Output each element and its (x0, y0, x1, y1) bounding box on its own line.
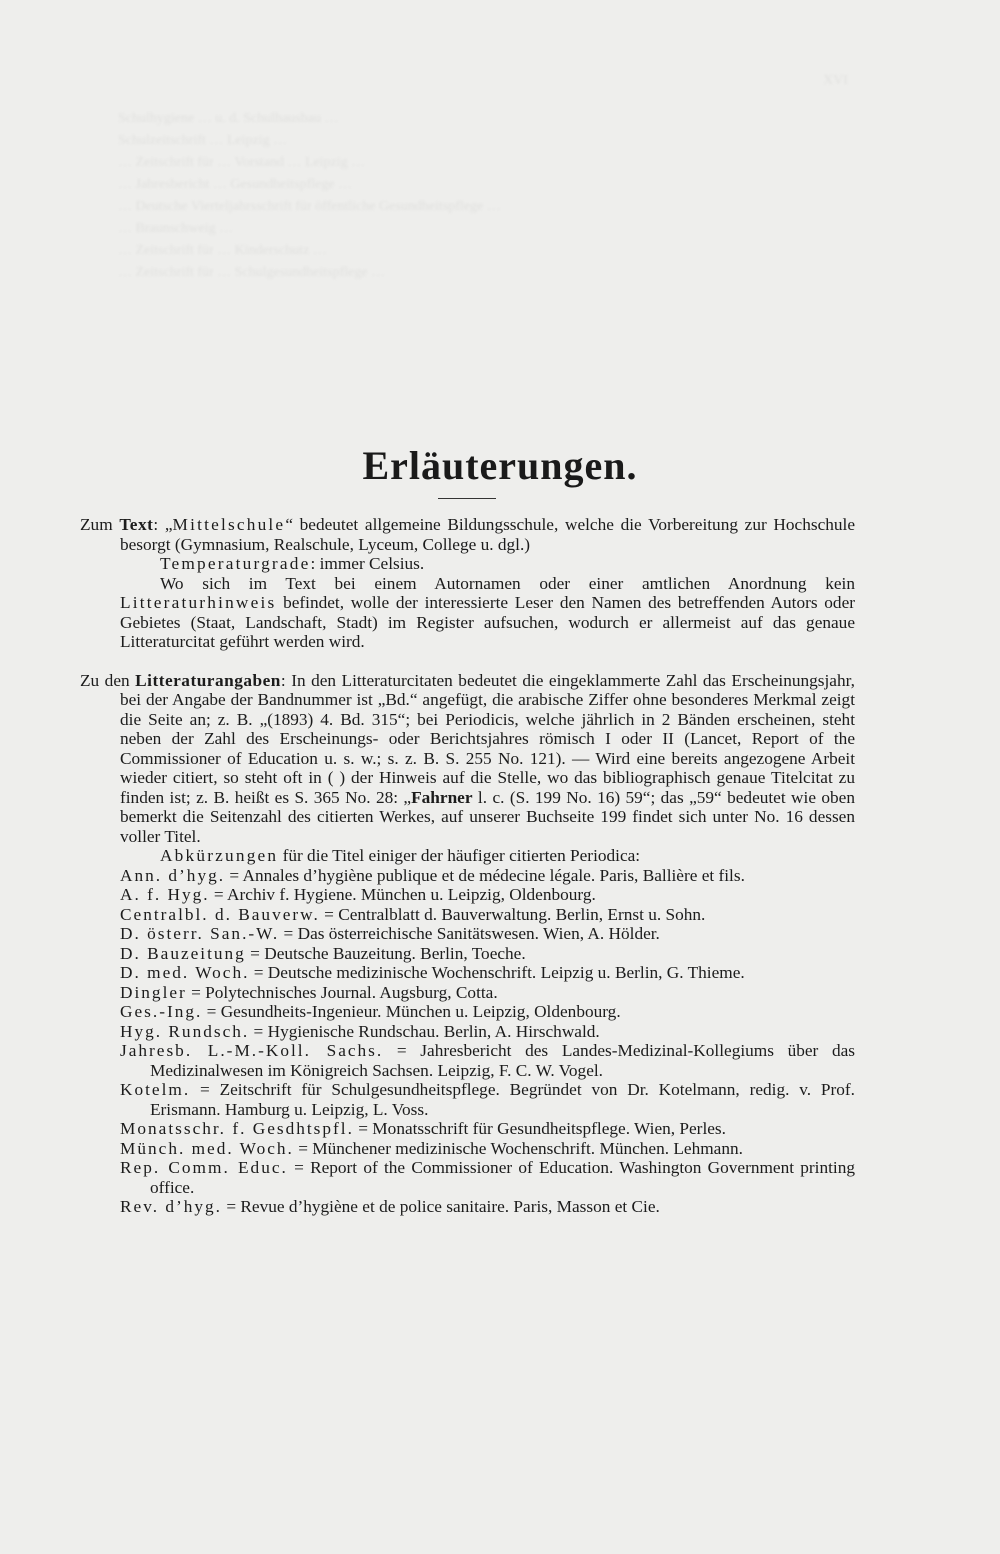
list-item (80, 983, 855, 1003)
abbreviation-value: = Revue d’hygiène et de police sanitaire. Paris, Masson et Cie. (222, 1197, 660, 1216)
list-item (80, 905, 855, 925)
para-rest-a: : In den Litteraturcitaten bedeutet die eingeklammerte Zahl das Erscheinungsjahr, bei der Angabe der Bandnummer ist „Bd.“ angefügt, die arabische Ziffer ohne besonderes Merkmal zeigt die Seite an; z. B. „(1893) 4. Bd. 315“; bei Periodicis, welche jährlich in 2 Bänden erscheinen, steht neben der Zahl des Erscheinungs- oder Berichtsjahres römisch I oder II (Lancet, Report of the Commissioner of Education u. s. w.; s. z. B. S. 255 No. 121). — Wird eine bereits angezogene Arbeit wieder citiert, so steht oft in ( ) der Hinweis auf die Stelle, wo das bibliographisch genaue Titelcitat zu finden ist; z. B. heißt es S. 365 No. 28: „ (120, 670, 855, 807)
para-after: befindet, wolle der interessierte Leser den Namen des betreffenden Autors oder Gebietes (Staat, Landschaft, Stadt) im Register aufsuchen, wodurch er allermeist auf das genaue Litteraturcitat geführt werden wird. (120, 593, 855, 651)
abbreviation-key: Kotelm. (120, 1080, 191, 1099)
list-item (80, 944, 855, 964)
abbreviation-key: A. f. Hyg. (120, 885, 210, 904)
abbreviation-key: D. österr. San.-W. (120, 924, 280, 943)
body-text (80, 515, 855, 1217)
list-item (80, 963, 855, 983)
para-before: Wo sich im Text bei einem Autornamen oder einer amtlichen Anordnung kein (160, 573, 855, 593)
abbreviation-value: = Polytechnisches Journal. Augsburg, Cotta. (186, 982, 498, 1002)
list-item (80, 1022, 855, 1042)
abbreviation-value: = Report of the Commissioner of Education. Washington Government printing office. (150, 1158, 856, 1197)
term-mittelschule: Mittelschule (172, 515, 286, 534)
paragraph-gap (80, 652, 855, 671)
bleed-through-line: … Zeitschrift für … Kinderschutz … (118, 243, 327, 258)
abbreviation-key: Monatsschr. f. Gesdhtspfl. (120, 1119, 354, 1138)
title-divider (438, 498, 496, 499)
paragraph-litteraturangaben (80, 671, 855, 847)
abbreviation-value: = Jahresbericht des Landes-Medizinal-Kollegiums über das Medizinalwesen im Königreich Sachsen. Leipzig, F. C. W. Vogel. (150, 1041, 856, 1080)
term-litteraturhinweis: Litteraturhinweis (120, 593, 277, 612)
abbreviation-value: = Zeitschrift für Schulgesundheitspflege. Begründet von Dr. Kotelmann, redig. v. Prof. Erismann. Hamburg u. Leipzig, L. Voss. (150, 1080, 855, 1119)
para-rest: für die Titel einiger der häufiger citierten Periodica: (278, 846, 641, 865)
abbreviation-key: Rep. Comm. Educ. (120, 1158, 288, 1177)
bleed-through-header: XVI (823, 73, 848, 88)
abbreviation-value: = Deutsche medizinische Wochenschrift. Leipzig u. Berlin, G. Thieme. (249, 963, 745, 982)
abbreviation-key: Rev. d’hyg. (120, 1197, 222, 1216)
punctuation: : „ (153, 515, 173, 534)
list-item (80, 1197, 855, 1217)
paragraph-abkuerzungen (80, 846, 855, 866)
author-fahrner: Fahrner (411, 787, 473, 807)
para-rest: “ bedeutet allgemeine Bildungsschule, welche die Vorbereitung zur Hochschule besorgt (Gymnasium, Realschule, Lyceum, College u. dgl.) (120, 515, 855, 554)
list-item (80, 1139, 855, 1159)
abbreviation-value: = Monatsschrift für Gesundheitspflege. Wien, Perles. (353, 1119, 726, 1138)
bleed-through-text (118, 70, 848, 284)
list-item (80, 885, 855, 905)
abbreviation-value: = Archiv f. Hygiene. München u. Leipzig, Oldenbourg. (209, 885, 596, 904)
abbreviation-key: Jahresb. L.-M.-Koll. Sachs. (120, 1041, 384, 1060)
abbreviation-key: D. Bauzeitung (120, 943, 246, 963)
list-item (80, 924, 855, 944)
abbreviation-key: Münch. med. Woch. (120, 1138, 294, 1158)
para-lead: Zum (80, 515, 120, 534)
abbreviation-value: = Annales d’hygiène publique et de médecine légale. Paris, Ballière et fils. (225, 865, 745, 885)
abbreviation-value: = Gesundheits-Ingenieur. München u. Leipzig, Oldenbourg. (202, 1002, 621, 1021)
list-item (80, 1158, 855, 1197)
bleed-through-line: … Braunschweig … (118, 221, 234, 236)
bleed-through-line: … Zeitschrift für … Vorstand … Leipzig … (118, 155, 366, 170)
bleed-through-line: Schulzeitschrift … Leipzig … (118, 133, 288, 148)
page-title: Erläuterungen. (362, 443, 638, 488)
abbreviation-key: Dingler (120, 982, 187, 1002)
abbreviation-value: = Deutsche Bauzeitung. Berlin, Toeche. (245, 943, 526, 963)
bleed-through-line: … Deutsche Vierteljahrsschrift für öffentliche Gesundheitspflege … (118, 199, 501, 214)
list-item (80, 1002, 855, 1022)
list-item (80, 1080, 855, 1119)
para-lead: Zu den (80, 670, 136, 690)
abbreviation-key: Hyg. Rundsch. (120, 1021, 250, 1041)
section-heading-text: Text (119, 515, 154, 534)
abbreviation-key: D. med. Woch. (120, 963, 250, 982)
paragraph-text-note (80, 515, 855, 554)
bleed-through-line: Schulhygiene … u. d. Schulhausbau … (118, 111, 339, 126)
list-item (80, 1041, 855, 1080)
abbreviation-key: Ann. d’hyg. (120, 865, 226, 885)
bleed-through-line: … Jahresbericht … Gesundheitspflege … (118, 177, 353, 192)
paragraph-litteraturhinweis (80, 574, 855, 652)
bleed-through-line: … Zeitschrift für … Schulgesundheitspflege … (118, 265, 386, 280)
abbreviation-value: = Münchener medizinische Wochenschrift. München. Lehmann. (293, 1138, 743, 1158)
abbreviation-value: = Das österreichische Sanitätswesen. Wien, A. Hölder. (279, 924, 660, 943)
term-abkuerzungen: Abkürzungen (160, 846, 279, 865)
abbreviation-key: Ges.-Ing. (120, 1002, 203, 1021)
list-item (80, 1119, 855, 1139)
abbreviation-value: = Centralblatt d. Bauverwaltung. Berlin, Ernst u. Sohn. (319, 904, 706, 924)
list-item (80, 866, 855, 886)
paragraph-temperature (80, 554, 855, 574)
para-rest: : immer Celsius. (310, 554, 425, 573)
abbreviation-value: = Hygienische Rundschau. Berlin, A. Hirschwald. (249, 1021, 600, 1041)
section-heading-litteraturangaben: Litteraturangaben (135, 670, 281, 690)
abbreviation-key: Centralbl. d. Bauverw. (120, 904, 320, 924)
abbreviation-list (80, 866, 855, 1217)
term-temperaturgrade: Temperaturgrade (160, 554, 311, 573)
para-rest-b: l. c. (S. 199 No. 16) 59“; das „59“ bedeutet wie oben bemerkt die Seitenzahl des citierten Werkes, auf unserer Buchseite 199 findet sich unter No. 16 dessen voller Titel. (120, 787, 855, 846)
